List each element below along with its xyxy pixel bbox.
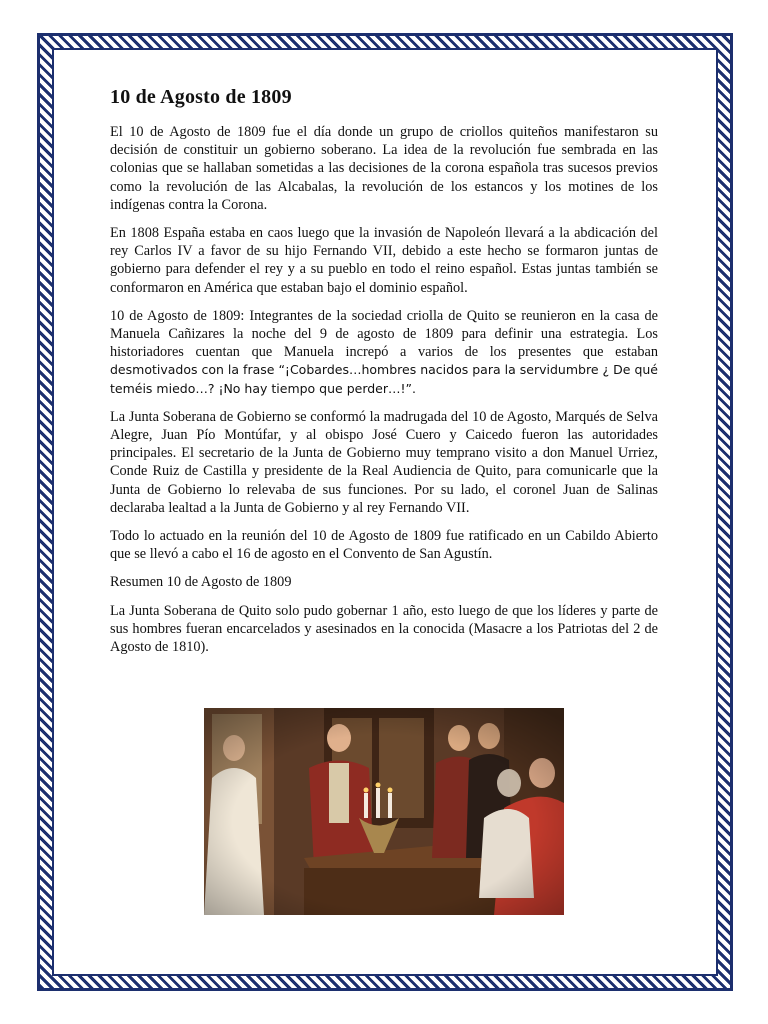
summary-heading: Resumen 10 de Agosto de 1809 [110, 574, 292, 591]
paragraph-1: El 10 de Agosto de 1809 fue el día donde un grupo de criollos quiteños manifestaron su decisión de constituir un gobierno soberano. La idea de la revolución fue sembrada en las colonias que se hallaban sometidas a las decisiones de la corona española tras sucesos previos como la revolución de las Alcabalas, la revolución de los estancos y los motines de los indígenas contra la Corona. [110, 124, 658, 213]
document-body [110, 86, 658, 666]
paragraph-6: La Junta Soberana de Quito solo pudo gobernar 1 año, esto luego de que los líderes y parte de sus hombres fueran encarcelados y asesinados en la conocida (Masacre a los Patriotas del 2 de Agosto de 1810). [110, 602, 658, 656]
document-title: 10 de Agosto de 1809 [110, 86, 292, 108]
paragraph-2: En 1808 España estaba en caos luego que la invasión de Napoleón llevará a la abdicación del rey Carlos IV a favor de su hijo Fernando VII, debido a este hecho se formaron juntas de gobierno para defender el rey y a su pueblo en todo el reino español. Estas juntas también se conformaron en América que estaban bajo el dominio español. [110, 225, 658, 296]
paragraph-3-text: 10 de Agosto de 1809: Integrantes de la sociedad criolla de Quito se reunieron en la casa de Manuela Cañizares la noche del 9 de agosto de 1809 para definir una estrategia. Los historiadores cuentan que Manuela increpó a varios de los presentes que estaban [110, 307, 658, 361]
historical-scene-photo [204, 708, 564, 915]
paragraph-3 [110, 307, 658, 398]
paragraph-3-quote: desmotivados con la frase “¡Cobardes…hombres nacidos para la servidumbre ¿ De qué teméis miedo…? ¡No hay tiempo que perder…!”. [110, 362, 658, 396]
historical-scene-illustration [204, 708, 564, 915]
paragraph-5: Todo lo actuado en la reunión del 10 de Agosto de 1809 fue ratificado en un Cabildo Abierto que se llevó a cabo el 16 de agosto en el Convento de San Agustín. [110, 528, 658, 563]
paragraph-4: La Junta Soberana de Gobierno se conformó la madrugada del 10 de Agosto, Marqués de Selva Alegre, Juan Pío Montúfar, y al obispo José Cuero y Caicedo fueron las autoridades principales. El secretario de la Junta de Gobierno muy temprano visito a don Manuel Urriez, Conde Ruiz de Castilla y presidente de la Real Audiencia de Quito, para comunicarle que la Junta de Gobierno lo relevaba de sus funciones. Por su lado, el coronel Juan de Salinas declaraba lealtad a la Junta de Gobierno y al rey Fernando VII. [110, 408, 658, 516]
